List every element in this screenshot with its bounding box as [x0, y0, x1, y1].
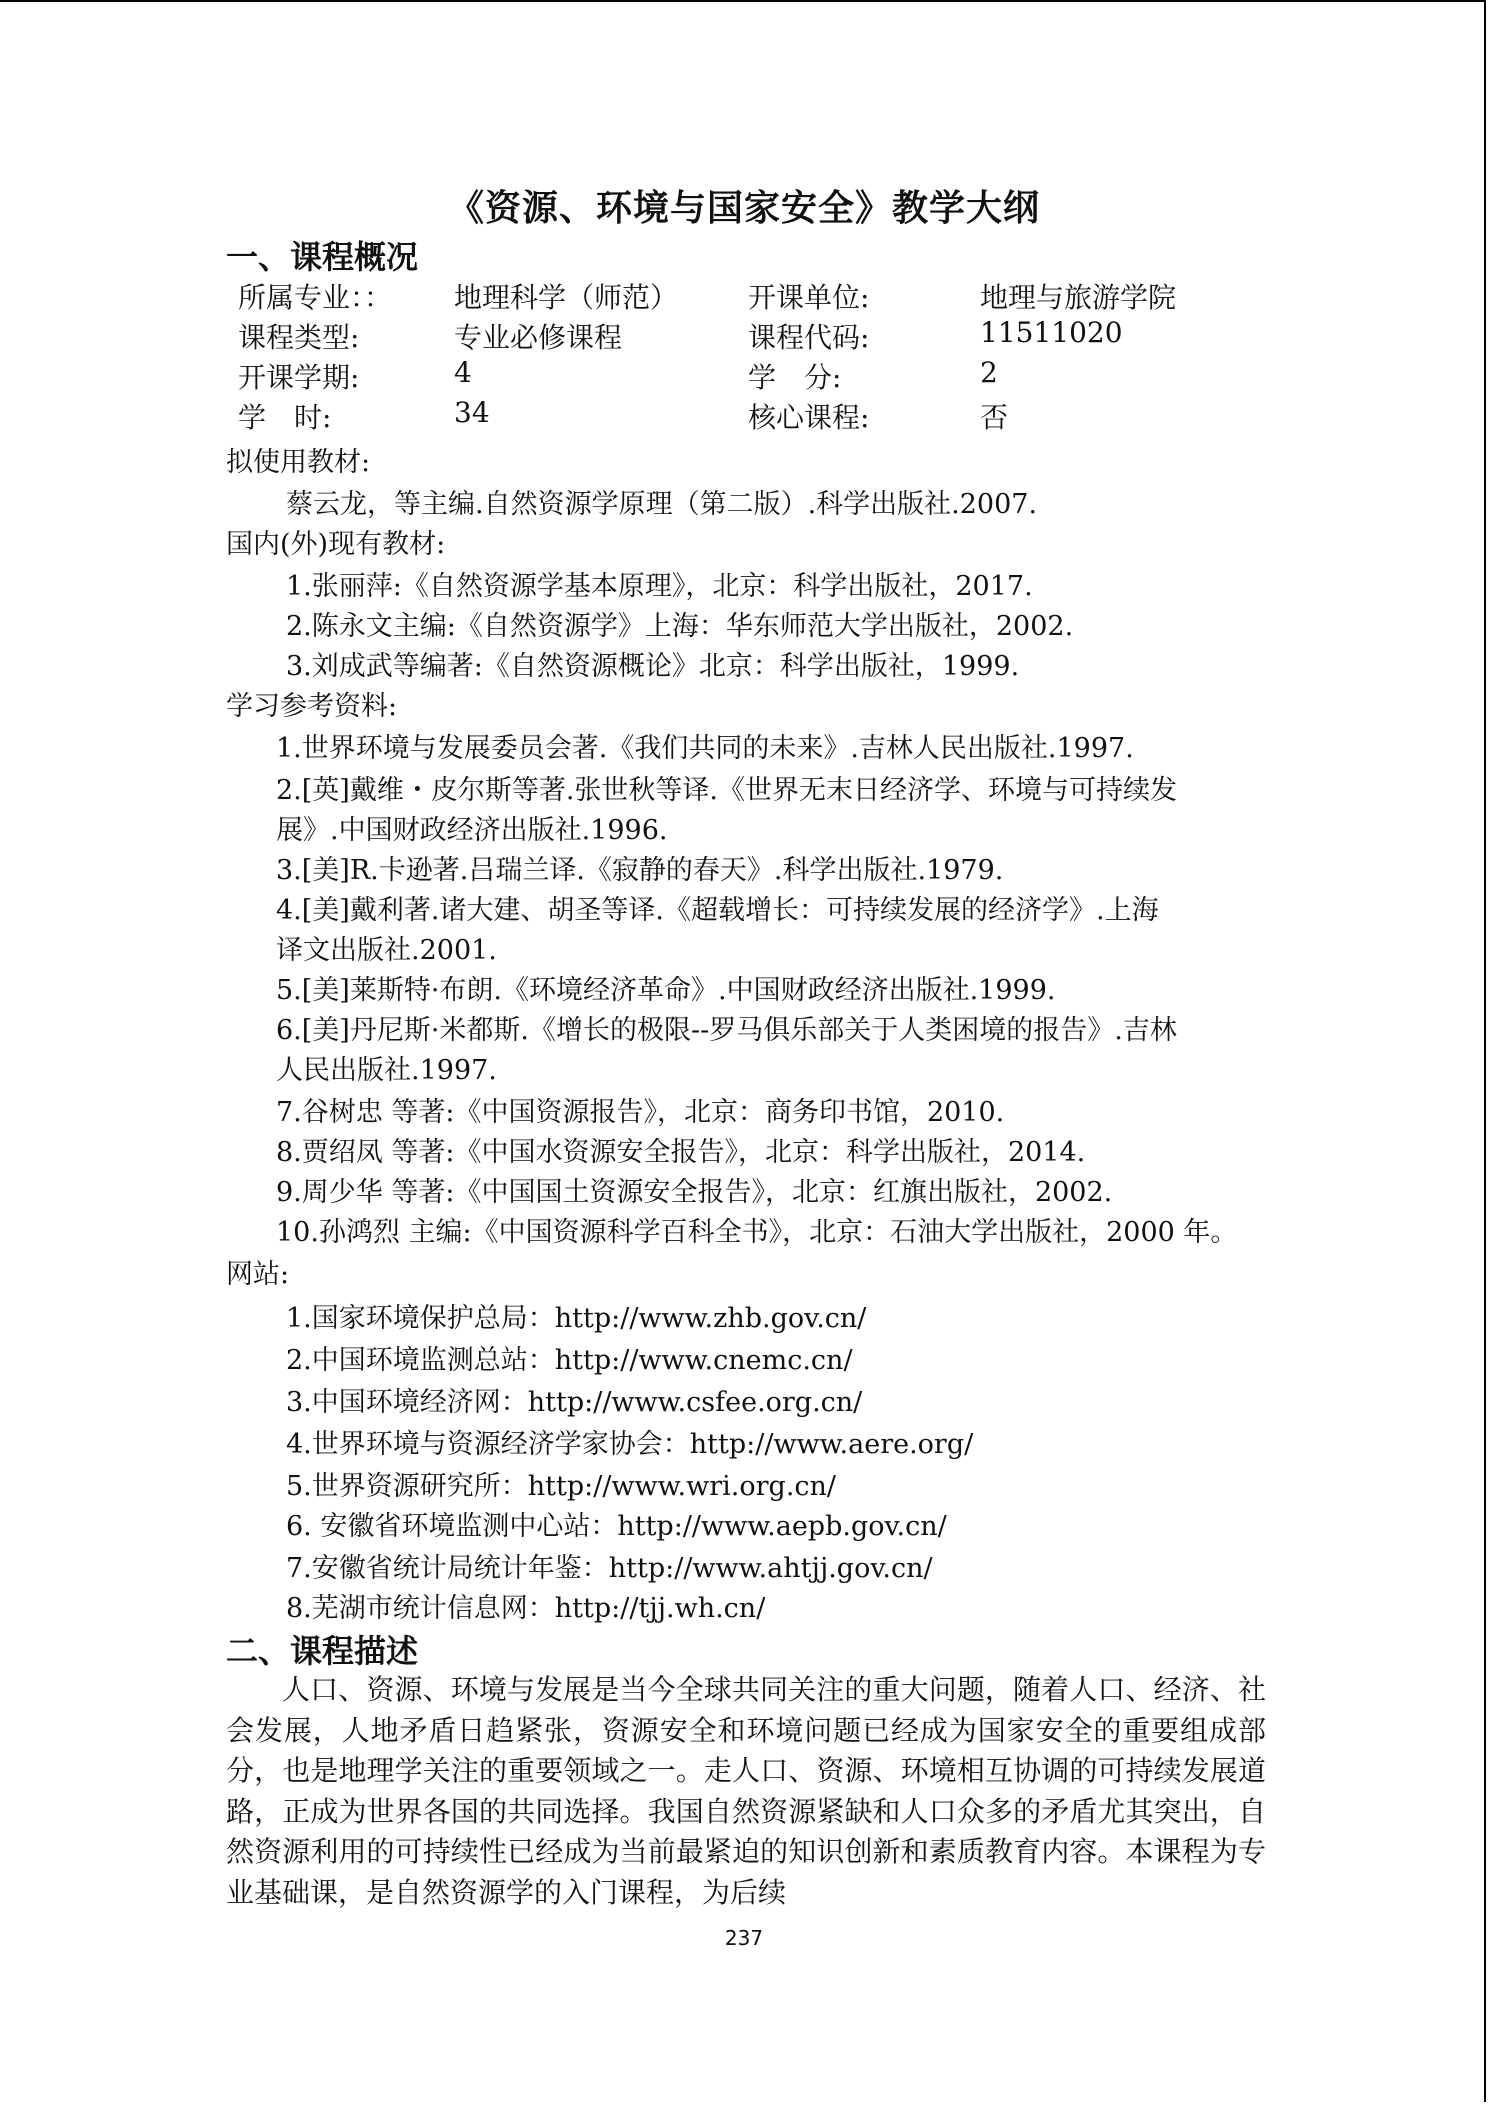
- reference-item: 10.孙鸿烈 主编:《中国资源科学百科全书》，北京：石油大学出版社，2000 年。: [276, 1217, 1238, 1248]
- existing-textbook-item: 1.张丽萍:《自然资源学基本原理》，北京：科学出版社，2017.: [286, 571, 1033, 602]
- hours-label: 学 时:: [238, 401, 332, 434]
- page-number: 237: [724, 1926, 764, 1950]
- existing-textbooks-label: 国内(外)现有教材:: [226, 529, 446, 560]
- website-item: 8.芜湖市统计信息网：http://tjj.wh.cn/: [286, 1593, 766, 1624]
- textbook-label: 拟使用教材:: [226, 447, 371, 478]
- code-label: 课程代码:: [748, 321, 870, 354]
- website-item: 6. 安徽省环境监测中心站：http://www.aepb.gov.cn/: [286, 1511, 947, 1542]
- websites-label: 网站:: [226, 1259, 290, 1290]
- references-label: 学习参考资料:: [226, 691, 398, 722]
- hours-value: 34: [454, 396, 490, 429]
- website-item: 7.安徽省统计局统计年鉴：http://www.ahtjj.gov.cn/: [286, 1553, 933, 1584]
- reference-item: 4.[美]戴利著.诸大建、胡圣等译.《超载增长：可持续发展的经济学》.上海: [276, 895, 1159, 926]
- reference-item-continued: 译文出版社.2001.: [276, 935, 497, 966]
- reference-item: 3.[美]R.卡逊著.吕瑞兰译.《寂静的春天》.科学出版社.1979.: [276, 855, 1004, 886]
- reference-item: 5.[美]莱斯特·布朗.《环境经济革命》.中国财政经济出版社.1999.: [276, 975, 1056, 1006]
- code-value: 11511020: [980, 316, 1123, 349]
- unit-label: 开课单位:: [748, 281, 870, 314]
- type-label: 课程类型:: [238, 321, 360, 354]
- core-value: 否: [980, 401, 1009, 434]
- unit-value: 地理与旅游学院: [980, 281, 1177, 314]
- section-heading-description: 二、课程描述: [226, 1632, 419, 1670]
- course-description-paragraph: 人口、资源、环境与发展是当今全球共同关注的重大问题，随着人口、经济、社会发展，人地矛盾日趋紧张，资源安全和环境问题已经成为国家安全的重要组成部分，也是地理学关注的重要领域之一。走人口、资源、环境相互协调的可持续发展道路，正成为世界各国的共同选择。我国自然资源紧缺和人口众多的矛盾尤其突出，自然资源利用的可持续性已经成为当前最紧迫的知识创新和素质教育内容。本课程为专业基础课，是自然资源学的入门课程，为后续: [226, 1673, 1266, 1909]
- document-title: 《资源、环境与国家安全》教学大纲: [447, 187, 1040, 229]
- reference-item: 9.周少华 等著:《中国国土资源安全报告》，北京：红旗出版社，2002.: [276, 1177, 1113, 1208]
- existing-textbook-item: 3.刘成武等编著:《自然资源概论》北京：科学出版社，1999.: [286, 651, 1020, 682]
- reference-item: 2.[英]戴维・皮尔斯等著.张世秋等译.《世界无末日经济学、环境与可持续发: [276, 775, 1177, 806]
- reference-item-continued: 展》.中国财政经济出版社.1996.: [276, 815, 668, 846]
- website-item: 1.国家环境保护总局：http://www.zhb.gov.cn/: [286, 1303, 867, 1334]
- type-value: 专业必修课程: [454, 321, 623, 354]
- reference-item: 6.[美]丹尼斯·米都斯.《增长的极限--罗马俱乐部关于人类困境的报告》.吉林: [276, 1015, 1177, 1046]
- reference-item: 8.贾绍凤 等著:《中国水资源安全报告》，北京：科学出版社，2014.: [276, 1137, 1086, 1168]
- website-item: 3.中国环境经济网：http://www.csfee.org.cn/: [286, 1387, 863, 1418]
- section-heading-overview: 一、课程概况: [226, 238, 419, 276]
- reference-item: 7.谷树忠 等著:《中国资源报告》，北京：商务印书馆，2010.: [276, 1097, 1005, 1128]
- major-label: 所属专业：：: [238, 281, 393, 314]
- credit-value: 2: [980, 356, 998, 389]
- reference-item-continued: 人民出版社.1997.: [276, 1055, 497, 1086]
- credit-label: 学 分:: [748, 361, 842, 394]
- existing-textbook-item: 2.陈永文主编:《自然资源学》上海：华东师范大学出版社，2002.: [286, 611, 1074, 642]
- major-value: 地理科学（师范）: [454, 281, 679, 314]
- textbook-entry: 蔡云龙，等主编.自然资源学原理（第二版）.科学出版社.2007.: [286, 489, 1038, 520]
- website-item: 5.世界资源研究所：http://www.wri.org.cn/: [286, 1471, 837, 1502]
- website-item: 2.中国环境监测总站：http://www.cnemc.cn/: [286, 1345, 853, 1376]
- term-value: 4: [454, 356, 472, 389]
- reference-item: 1.世界环境与发展委员会著.《我们共同的未来》.吉林人民出版社.1997.: [276, 733, 1134, 764]
- core-label: 核心课程:: [748, 401, 870, 434]
- website-item: 4.世界环境与资源经济学家协会：http://www.aere.org/: [286, 1429, 974, 1460]
- term-label: 开课学期:: [238, 361, 360, 394]
